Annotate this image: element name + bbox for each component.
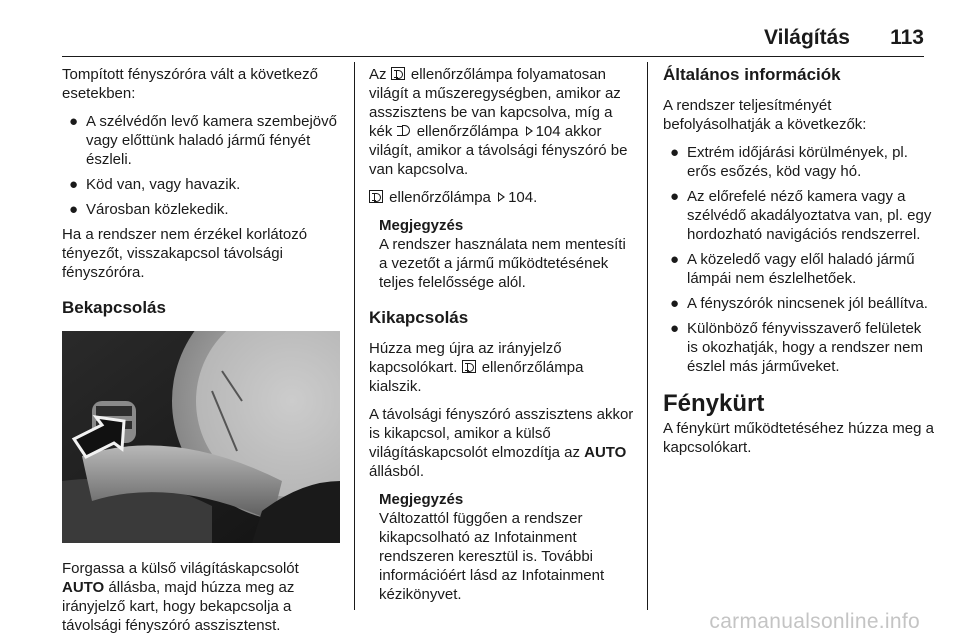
note-title: Megjegyzés	[379, 491, 464, 508]
list-item: ● Az előrefelé néző kamera vagy a szélvédő akadályoztatva van, pl. egy hordozható navigációs rendszerrel.	[670, 188, 932, 243]
column-1	[62, 65, 344, 642]
bullet-icon: ●	[670, 320, 680, 337]
column-divider	[354, 62, 355, 610]
high-beam-assist-icon	[391, 67, 405, 80]
list-item: ● A közeledő vagy elől haladó jármű lámpái nem észlelhetőek.	[670, 251, 915, 287]
list-item: ● Köd van, vagy havazik.	[69, 176, 241, 193]
conditions-list	[62, 112, 344, 219]
paragraph: Húzza meg újra az irányjelző kapcsolókart. ellenőrzőlámpa kialszik.	[369, 340, 584, 395]
note-title: Megjegyzés	[379, 217, 464, 234]
paragraph: Ha a rendszer nem érzékel korlátozó tényezőt, visszakapcsol távolsági fényszóróra.	[62, 226, 308, 281]
photo-caption: Forgassa a külső világításkapcsolót AUTO állásba, majd húzza meg az irányjelző kart, hogy bekapcsolja a távolsági fényszóró asszisztenst.	[62, 560, 299, 634]
note-box	[369, 216, 635, 292]
bullet-icon: ●	[670, 295, 680, 312]
heading-fenykurt: Fénykürt	[663, 390, 765, 417]
bullet-icon: ●	[670, 251, 680, 268]
paragraph: Az ellenőrzőlámpa folyamatosan világít a műszeregységben, amikor az asszisztens be van kapcsolva, míg a kék ellenőrzőlámpa 104 akkor világít, amikor a távolsági fényszóró be van kapcsolva.	[369, 66, 628, 178]
watermark: carmanualsonline.info	[709, 610, 920, 633]
factors-list	[663, 143, 935, 376]
bullet-icon: ●	[69, 201, 79, 218]
auto-keyword: AUTO	[584, 444, 627, 461]
paragraph: A fénykürt működtetéséhez húzza meg a kapcsolókart.	[663, 420, 934, 456]
high-beam-assist-icon	[462, 360, 476, 373]
heading-bekapcsolas: Bekapcsolás	[62, 298, 166, 317]
column-divider	[647, 62, 648, 610]
heading-kikapcsolas: Kikapcsolás	[369, 308, 469, 327]
high-beam-icon	[397, 124, 411, 137]
note-text: Változattól függően a rendszer kikapcsolható az Infotainment rendszeren keresztül is. További információért lásd az Infotainment kézikönyvet.	[379, 510, 605, 603]
note-box	[369, 490, 635, 604]
heading-general-info: Általános információk	[663, 65, 841, 84]
paragraph: A távolsági fényszóró asszisztens akkor is kikapcsol, amikor a külső világításkapcsolót elmozdítja az AUTO állásból.	[369, 406, 634, 480]
page-reference-icon	[526, 126, 533, 136]
intro-paragraph: A rendszer teljesítményét befolyásolhatják a következők:	[663, 97, 867, 133]
bullet-icon: ●	[69, 113, 79, 130]
header-rule	[62, 56, 924, 57]
page-header	[0, 26, 960, 56]
turn-signal-lever-illustration	[62, 331, 340, 543]
section-title: Világítás	[764, 26, 850, 49]
list-item: ● A fényszórók nincsenek jól beállítva.	[670, 295, 928, 312]
intro-paragraph: Tompított fényszóróra vált a következő esetekben:	[62, 66, 318, 102]
page-reference-icon	[498, 192, 505, 202]
switch-photo	[62, 331, 340, 543]
paragraph: ellenőrzőlámpa 104.	[369, 188, 635, 207]
high-beam-assist-icon	[369, 190, 383, 203]
bullet-icon: ●	[69, 176, 79, 193]
list-item: ● Különböző fényvisszaverő felületek is okozhatják, hogy a rendszer nem észlel más járműveket.	[670, 320, 923, 375]
list-item: ● A szélvédőn levő kamera szembejövő vagy előttünk haladó jármű fényét észleli.	[69, 113, 337, 168]
list-item: ● Extrém időjárási körülmények, pl. erős esőzés, köd vagy hó.	[670, 144, 908, 180]
note-text: A rendszer használata nem mentesíti a vezetőt a jármű működtetésének teljes felelőssége alól.	[379, 236, 626, 291]
column-3	[663, 65, 935, 466]
page-number: 113	[890, 26, 924, 49]
auto-keyword: AUTO	[62, 579, 105, 596]
bullet-icon: ●	[670, 188, 680, 205]
list-item: ● Városban közlekedik.	[69, 201, 229, 218]
column-2	[369, 65, 635, 614]
bullet-icon: ●	[670, 144, 680, 161]
